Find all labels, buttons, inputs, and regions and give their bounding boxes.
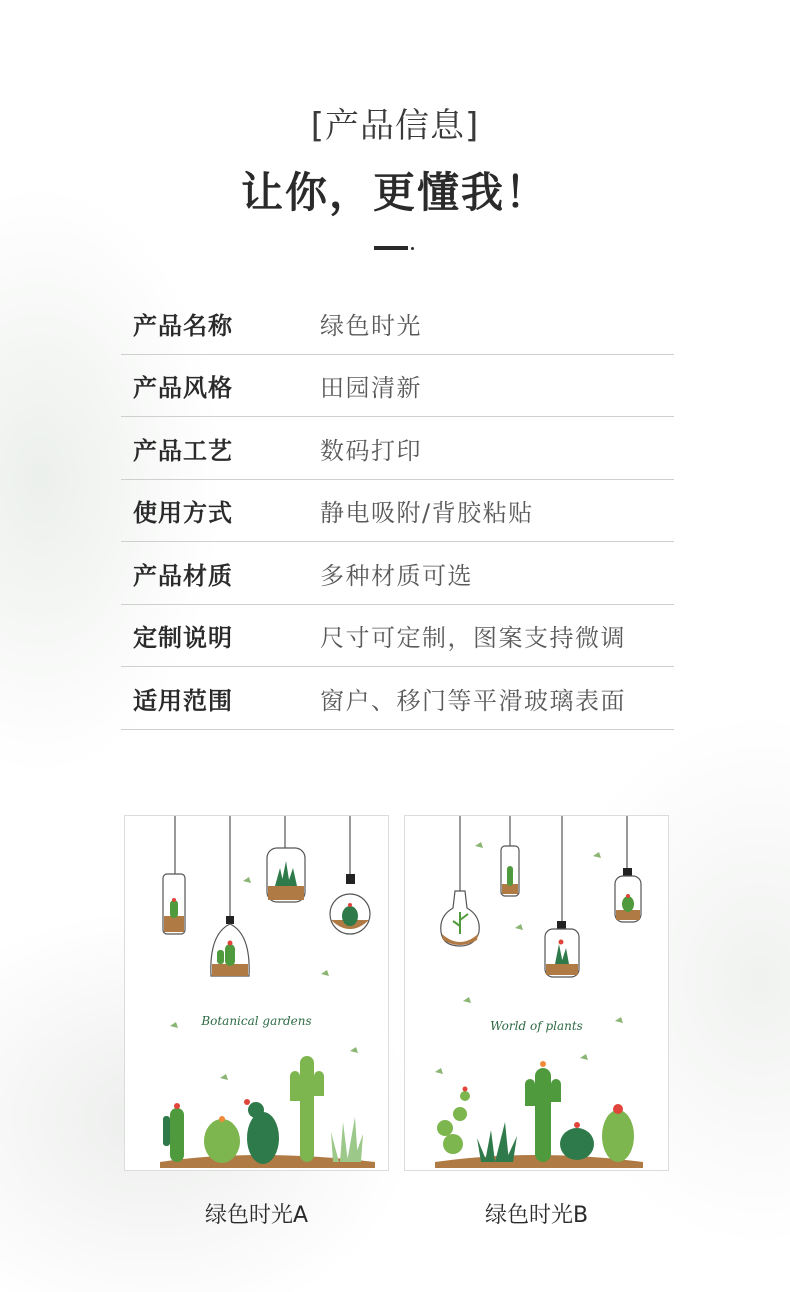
spec-row-style — [121, 355, 674, 417]
terrarium-jar-icon — [501, 846, 519, 896]
spec-value: 尺寸可定制，图案支持微调 — [320, 624, 626, 652]
section-tag: [产品信息] — [310, 106, 480, 146]
product-card-a[interactable] — [124, 815, 389, 1171]
cactus-icon — [244, 1099, 279, 1164]
cactus-icon — [560, 1122, 594, 1160]
spec-label: 产品工艺 — [133, 436, 233, 465]
spec-value: 数码打印 — [320, 436, 422, 465]
spec-label: 使用方式 — [133, 499, 233, 527]
card-script-text: Botanical gardens — [201, 1014, 312, 1028]
spec-row-material — [121, 542, 674, 605]
cactus-icon — [602, 1104, 634, 1162]
terrarium-jar-icon — [267, 848, 305, 902]
product-card-b[interactable] — [404, 815, 669, 1171]
spec-value: 多种材质可选 — [320, 561, 473, 590]
spec-value: 窗户、移门等平滑玻璃表面 — [320, 686, 626, 715]
spec-label: 适用范围 — [133, 686, 233, 715]
terrarium-jar-icon — [330, 874, 370, 934]
spec-value: 静电吸附/背胶粘贴 — [320, 499, 534, 527]
spec-label: 定制说明 — [133, 624, 233, 652]
aloe-icon — [477, 1122, 517, 1162]
product-caption-a: 绿色时光A — [204, 1203, 309, 1228]
terrarium-jar-icon — [211, 916, 249, 976]
page-headline: 让你，更懂我！ — [240, 168, 549, 217]
spec-row-craft — [121, 417, 674, 480]
cactus-icon — [204, 1116, 240, 1163]
terrarium-jar-icon — [545, 921, 579, 977]
terrarium-jar-icon — [163, 874, 185, 934]
spec-row-scope — [121, 667, 674, 730]
spec-row-custom — [121, 605, 674, 667]
cactus-icon — [437, 1087, 470, 1155]
spec-label: 产品名称 — [133, 311, 233, 340]
cactus-icon — [290, 1056, 324, 1162]
spec-label: 产品材质 — [133, 561, 233, 590]
spec-value: 绿色时光 — [320, 311, 422, 340]
product-caption-b: 绿色时光B — [484, 1203, 589, 1228]
divider-dash — [374, 246, 408, 250]
spec-row-name — [121, 292, 674, 355]
aloe-icon — [331, 1117, 363, 1162]
spec-label: 产品风格 — [133, 374, 233, 402]
card-script-text: World of plants — [490, 1019, 583, 1033]
terrarium-jar-icon — [615, 868, 641, 922]
botanical-illustration-a — [125, 816, 388, 1170]
cactus-icon — [525, 1061, 561, 1162]
spec-row-usage — [121, 480, 674, 542]
cactus-icon — [163, 1103, 184, 1162]
spec-table — [121, 292, 674, 730]
spec-value: 田园清新 — [320, 374, 422, 402]
botanical-illustration-b — [405, 816, 668, 1170]
terrarium-jar-icon — [441, 891, 480, 946]
divider-dot — [411, 247, 414, 250]
